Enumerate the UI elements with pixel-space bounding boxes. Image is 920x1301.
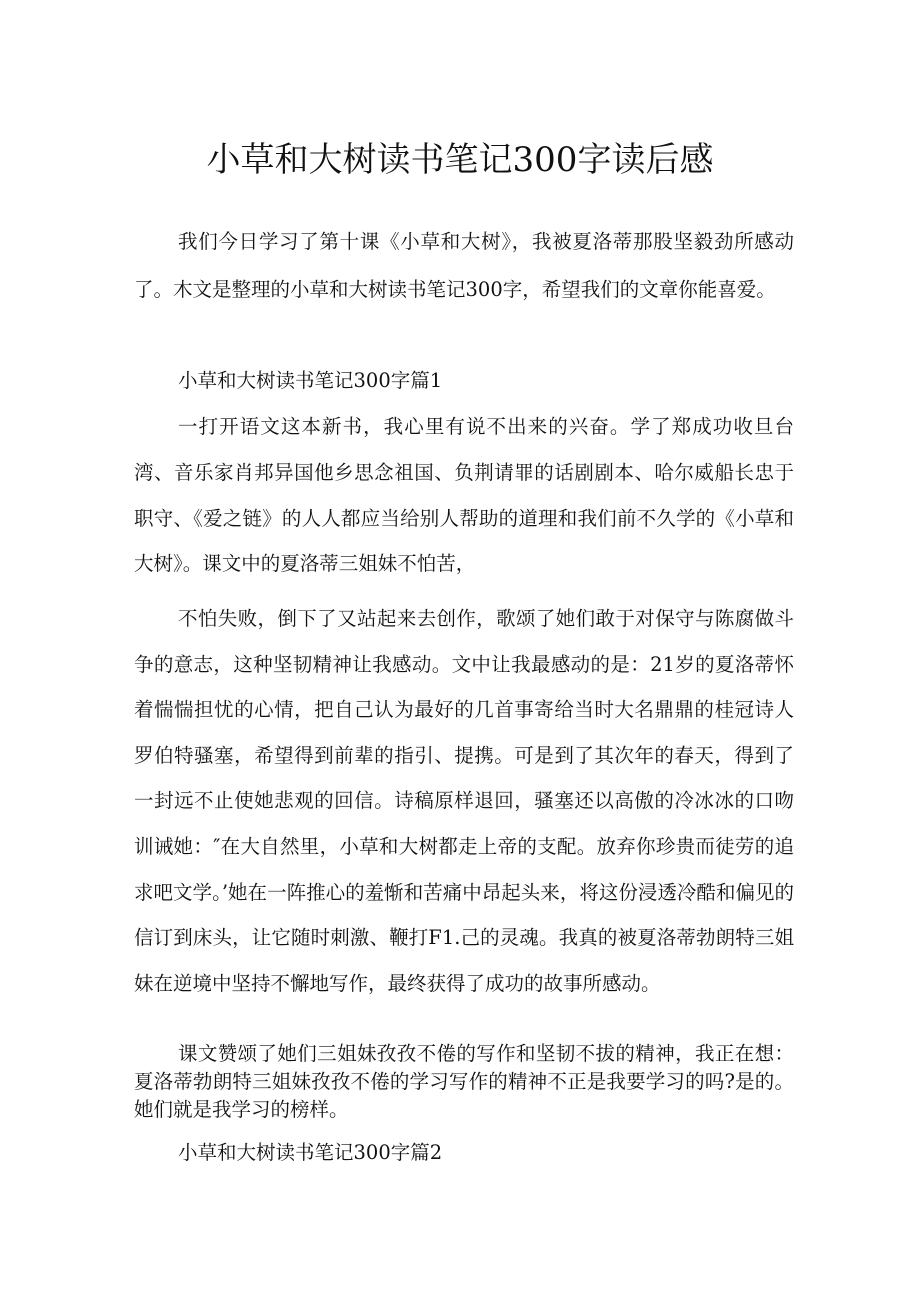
section-heading-1: 小草和大树读书笔记300字篇1 — [178, 369, 443, 392]
section-heading-2: 小草和大树读书笔记300字篇2 — [178, 1141, 443, 1164]
intro-paragraph: 我们今日学习了第十课《小草和大树》，我被夏洛蒂那股坚毅劲所感动了。木文是整理的小草和大树读书笔记300字，希望我们的文章你能喜爱。 — [134, 230, 794, 301]
body-block-2 — [134, 596, 794, 1006]
page-title: 小草和大树读书笔记300字读后感 — [206, 140, 714, 180]
body-paragraph-2: 不怕失败，倒下了又站起来去创作，歌颂了她们敢于对保守与陈腐做斗争的意志，这种坚韧精神让我感动。文中让我最感动的是：21岁的夏洛蒂怀着惴惴担忧的心情，把自己认为最好的几首事寄给当时大名鼎鼎的桂冠诗人罗伯特骚塞，希望得到前辈的指引、提携。可是到了其次年的春天，得到了一封远不止使她悲观的回信。诗稿原样退回，骚塞还以高傲的冷冰冰的口吻训诫她：″在大自然里，小草和大树都走上帝的支配。放弃你珍贵而徒劳的追求吧文学。’她在一阵推心的羞惭和苦痛中昂起头来，将这份浸透冷酷和偏见的信订到床头，让它随时刺激、鞭打F1.己的灵魂。我真的被夏洛蒂勃朗特三姐妹在逆境中坚持不懈地写作，最终获得了成功的故事所感动。 — [134, 607, 794, 995]
body-block-3 — [134, 1040, 794, 1124]
body-paragraph-3: 课文赞颂了她们三姐妹孜孜不倦的写作和坚韧不拔的精神，我正在想：夏洛蒂勃朗特三姐妹孜孜不倦的学习写作的精神不正是我要学习的吗?是的。她们就是我学习的榜样。 — [134, 1042, 794, 1121]
intro-block — [134, 218, 794, 314]
body-block-1 — [134, 404, 794, 587]
body-paragraph-1: 一打开语文这本新书，我心里有说不出来的兴奋。学了郑成功收旦台湾、音乐家肖邦异国他乡思念祖国、负荆请罪的话剧剧本、哈尔威船长忠于职守、《爱之链》的人人都应当给别人帮助的道理和我们前不久学的《小草和大树》。课文中的夏洛蒂三姐妹不怕苦， — [134, 415, 794, 576]
